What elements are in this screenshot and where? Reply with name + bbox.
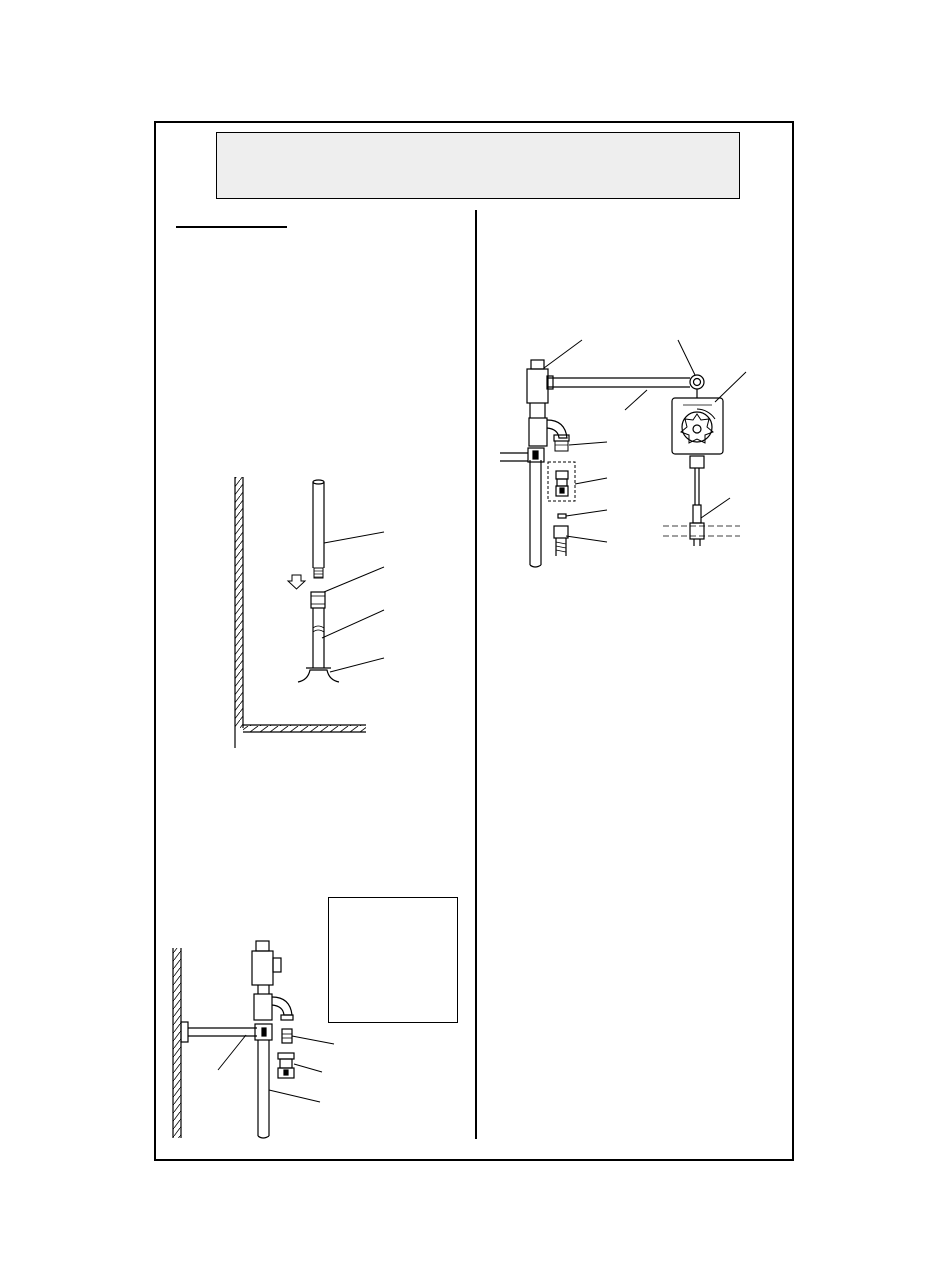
wall-plate [181, 1022, 188, 1042]
coupler-detail-box [548, 462, 575, 501]
top-tee [527, 360, 548, 418]
hose-reel-icon [672, 398, 723, 454]
floor-flange [298, 670, 339, 682]
figure-pipe-assembly [235, 477, 384, 748]
upper-pipe [313, 480, 324, 578]
fig2-leader-lines [218, 1035, 334, 1102]
pipe-clamp [255, 1024, 272, 1040]
boom-arm [547, 376, 690, 389]
fig1-leader-lines [322, 532, 384, 672]
reel-outlet [690, 456, 704, 468]
coupling [311, 592, 325, 608]
elbow-fitting [254, 994, 293, 1020]
arrow-down-icon [288, 575, 305, 589]
spray-nozzle-icon [663, 505, 740, 546]
fig3-leader-lines [544, 340, 746, 542]
wall-section-2 [173, 948, 181, 1138]
pipe-clamp-2 [528, 448, 544, 462]
washer [558, 514, 566, 518]
quick-coupler [278, 1053, 294, 1078]
figure-hose-reel-mount [500, 340, 746, 567]
floor-section [243, 725, 366, 732]
hose-end-fitting [554, 526, 568, 556]
eye-bolt-icon [690, 375, 704, 398]
tee-fitting [252, 941, 281, 994]
figure-wall-bracket [173, 941, 334, 1138]
elbow-fitting-2 [529, 418, 569, 451]
swivel-fitting [282, 1029, 292, 1043]
wall-section [235, 477, 243, 748]
